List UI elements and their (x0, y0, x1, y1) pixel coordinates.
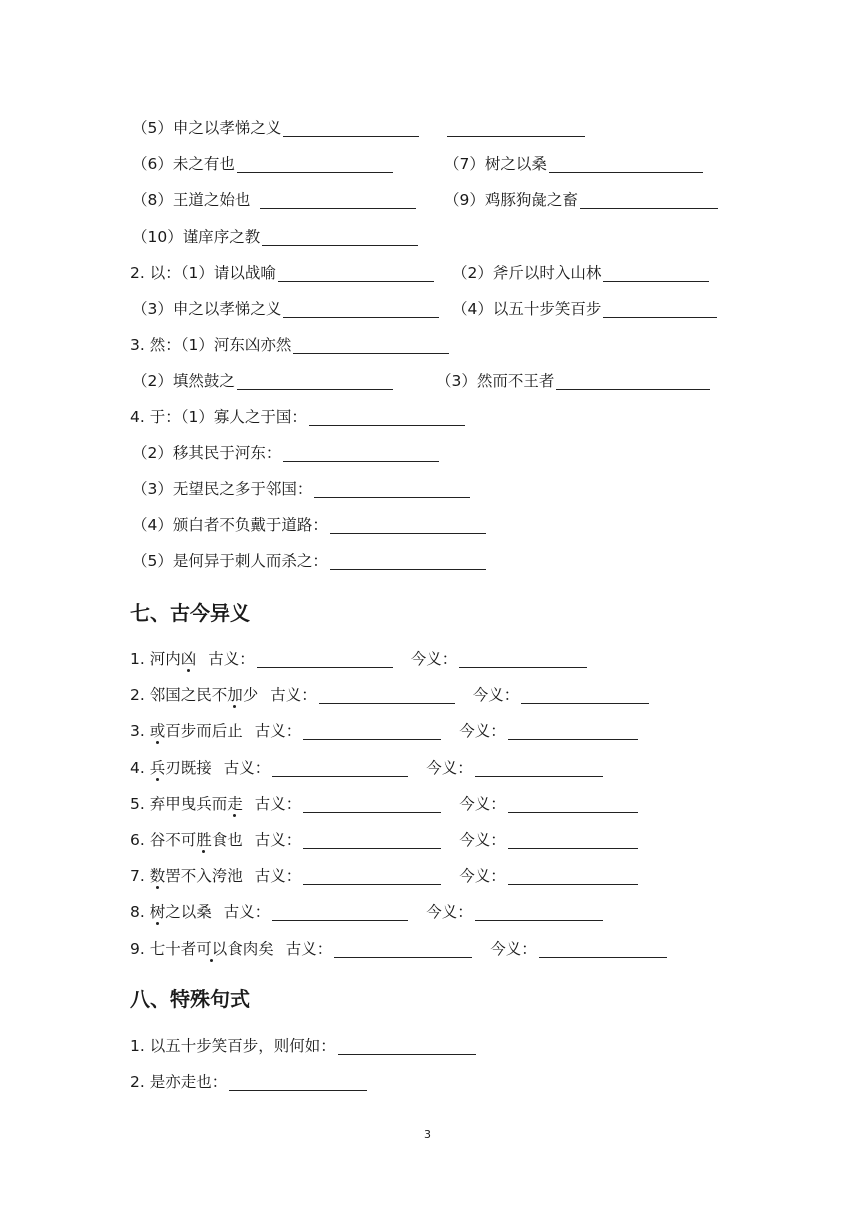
modern-meaning-label: 今义： (459, 867, 506, 885)
exercise-row (444, 153, 703, 175)
exercise-prompt: （8）王道之始也 (132, 191, 251, 209)
answer-blank[interactable] (237, 156, 393, 173)
vocab-term-prefix: 6. 谷不可 (130, 831, 197, 849)
section-heading: 八、特殊句式 (130, 987, 250, 1011)
vocab-term-suffix: 之以桑 (165, 903, 212, 921)
exercise-prompt: 1. 以五十步笑百步，则何如： (130, 1037, 336, 1055)
exercise-row (444, 189, 718, 211)
vocab-term (130, 684, 258, 706)
answer-blank[interactable] (330, 553, 486, 570)
vocab-term-prefix: 1. 河内 (130, 650, 181, 668)
answer-blank[interactable] (283, 301, 439, 318)
exercise-prompt: 3. 然：（1）河东凶亦然 (130, 336, 292, 354)
answer-blank[interactable] (603, 301, 717, 318)
vocab-term (130, 793, 243, 815)
modern-meaning-blank[interactable] (475, 760, 603, 777)
exercise-prompt: （7）树之以桑 (444, 155, 547, 173)
ancient-meaning-blank[interactable] (303, 868, 441, 885)
modern-meaning-label: 今义： (426, 759, 473, 777)
vocab-term (130, 757, 212, 779)
modern-meaning-label: 今义： (426, 903, 473, 921)
vocab-term-suffix: 少 (242, 686, 259, 704)
vocab-term-suffix: 百步而后止 (165, 722, 243, 740)
modern-meaning-blank[interactable] (475, 904, 603, 921)
exercise-row (132, 370, 393, 392)
vocab-row (130, 829, 638, 851)
ancient-meaning-label: 古义： (285, 940, 333, 958)
modern-meaning-blank[interactable] (459, 651, 587, 668)
vocab-term (130, 648, 196, 670)
ancient-meaning-label: 古义： (223, 759, 271, 777)
ancient-meaning-blank[interactable] (257, 651, 393, 668)
modern-meaning-label: 今义： (410, 650, 458, 668)
section-heading: 七、古今异义 (130, 601, 250, 625)
vocab-term-prefix: 9. 七十者 (130, 940, 197, 958)
vocab-term-suffix: 食肉矣 (227, 940, 274, 958)
vocab-term (130, 901, 212, 923)
vocab-row (130, 938, 667, 960)
exercise-row (132, 117, 585, 139)
vocab-term (130, 865, 243, 887)
exercise-row (436, 370, 710, 392)
emphasized-character: 加 (227, 686, 243, 704)
vocab-term-suffix: 刃既接 (165, 759, 212, 777)
ancient-meaning-blank[interactable] (319, 687, 455, 704)
ancient-meaning-label: 古义： (223, 903, 271, 921)
answer-blank[interactable] (283, 445, 439, 462)
emphasized-character: 走 (227, 795, 243, 813)
ancient-meaning-label: 古义： (270, 686, 317, 704)
ancient-meaning-blank[interactable] (303, 723, 441, 740)
emphasized-character: 兵 (149, 759, 166, 777)
answer-blank[interactable] (314, 481, 470, 498)
exercise-prompt: （4）以五十步笑百步 (452, 300, 602, 318)
exercise-prompt: （3）申之以孝悌之义 (132, 300, 282, 318)
vocab-row (130, 793, 638, 815)
vocab-term-prefix: 2. 邻国之民不 (130, 686, 228, 704)
exercise-prompt: （10）谨庠序之教 (132, 228, 261, 246)
modern-meaning-blank[interactable] (508, 832, 638, 849)
ancient-meaning-blank[interactable] (303, 832, 441, 849)
exercise-row (130, 262, 434, 284)
exercise-row (132, 153, 393, 175)
modern-meaning-label: 今义： (459, 795, 506, 813)
answer-blank[interactable] (556, 373, 710, 390)
exercise-prompt: （2）移其民于河东： (132, 444, 282, 462)
answer-blank[interactable] (309, 409, 465, 426)
emphasized-character: 胜 (196, 831, 212, 849)
exercise-row (130, 1035, 476, 1057)
modern-meaning-label: 今义： (459, 722, 506, 740)
exercise-row (452, 298, 717, 320)
exercise-prompt: （3）无望民之多于邻国： (132, 480, 313, 498)
modern-meaning-blank[interactable] (508, 723, 638, 740)
ancient-meaning-blank[interactable] (272, 904, 408, 921)
emphasized-character: 树 (149, 903, 166, 921)
vocab-row (130, 648, 587, 670)
vocab-term-suffix: 食也 (211, 831, 243, 849)
answer-blank[interactable] (262, 229, 418, 246)
ancient-meaning-label: 古义： (254, 831, 302, 849)
answer-blank[interactable] (293, 337, 449, 354)
vocab-term (130, 938, 274, 960)
exercise-prompt: （2）斧斤以时入山林 (452, 264, 602, 282)
modern-meaning-blank[interactable] (539, 941, 667, 958)
answer-blank[interactable] (283, 120, 419, 137)
answer-blank[interactable] (278, 265, 434, 282)
modern-meaning-label: 今义： (490, 940, 537, 958)
ancient-meaning-blank[interactable] (334, 941, 472, 958)
emphasized-character: 数 (149, 867, 166, 885)
exercise-prompt: 2. 以：（1）请以战喻 (130, 264, 276, 282)
exercise-prompt: （3）然而不王者 (436, 372, 555, 390)
exercise-row (452, 262, 709, 284)
emphasized-character: 凶 (180, 650, 197, 668)
vocab-row (130, 901, 603, 923)
vocab-row (130, 757, 603, 779)
answer-blank[interactable] (330, 517, 486, 534)
modern-meaning-blank[interactable] (521, 687, 649, 704)
answer-blank[interactable] (237, 373, 393, 390)
vocab-row (130, 684, 649, 706)
answer-blank[interactable] (580, 192, 718, 209)
exercise-prompt: 2. 是亦走也： (130, 1073, 228, 1091)
exercise-prompt: （2）填然鼓之 (132, 372, 235, 390)
exercise-prompt: （6）未之有也 (132, 155, 235, 173)
exercise-row (130, 1071, 367, 1093)
exercise-row (130, 334, 449, 356)
exercise-row (132, 298, 439, 320)
exercise-row (132, 550, 486, 572)
emphasized-character: 或 (149, 722, 166, 740)
answer-blank[interactable] (260, 192, 416, 209)
modern-meaning-blank[interactable] (508, 796, 638, 813)
vocab-term-prefix: 5. 弃甲曳兵而 (130, 795, 228, 813)
ancient-meaning-label: 古义： (254, 867, 302, 885)
exercise-row (132, 514, 486, 536)
exercise-row (132, 189, 416, 211)
modern-meaning-label: 今义： (472, 686, 520, 704)
ancient-meaning-blank[interactable] (303, 796, 441, 813)
exercise-row (132, 442, 439, 464)
exercise-prompt: （5）是何异于刺人而杀之： (132, 552, 328, 570)
exercise-row (132, 226, 418, 248)
ancient-meaning-label: 古义： (208, 650, 255, 668)
vocab-term (130, 829, 243, 851)
vocab-term-suffix: 罟不入洿池 (165, 867, 243, 885)
modern-meaning-label: 今义： (459, 831, 506, 849)
ancient-meaning-label: 古义： (254, 795, 302, 813)
answer-blank[interactable] (549, 156, 703, 173)
page-number: 3 (424, 1128, 431, 1141)
vocab-term-prefix: 7. (130, 867, 150, 885)
vocab-row (130, 865, 638, 887)
exercise-prompt: （9）鸡豚狗彘之畜 (444, 191, 578, 209)
answer-blank[interactable] (338, 1038, 476, 1055)
ancient-meaning-blank[interactable] (272, 760, 408, 777)
vocab-term-prefix: 8. (130, 903, 150, 921)
exercise-row (130, 406, 465, 428)
exercise-prompt: 4. 于：（1）寡人之于国： (130, 408, 307, 426)
ancient-meaning-label: 古义： (254, 722, 302, 740)
exercise-row (132, 478, 470, 500)
answer-blank[interactable] (229, 1074, 367, 1091)
answer-blank[interactable] (447, 120, 585, 137)
vocab-row (130, 720, 638, 742)
vocab-term-prefix: 3. (130, 722, 150, 740)
vocab-term-prefix: 4. (130, 759, 150, 777)
vocab-term (130, 720, 243, 742)
emphasized-character: 可以 (196, 940, 228, 958)
modern-meaning-blank[interactable] (508, 868, 638, 885)
exercise-prompt: （5）申之以孝悌之义 (132, 119, 282, 137)
answer-blank[interactable] (603, 265, 709, 282)
exercise-prompt: （4）颁白者不负戴于道路： (132, 516, 328, 534)
